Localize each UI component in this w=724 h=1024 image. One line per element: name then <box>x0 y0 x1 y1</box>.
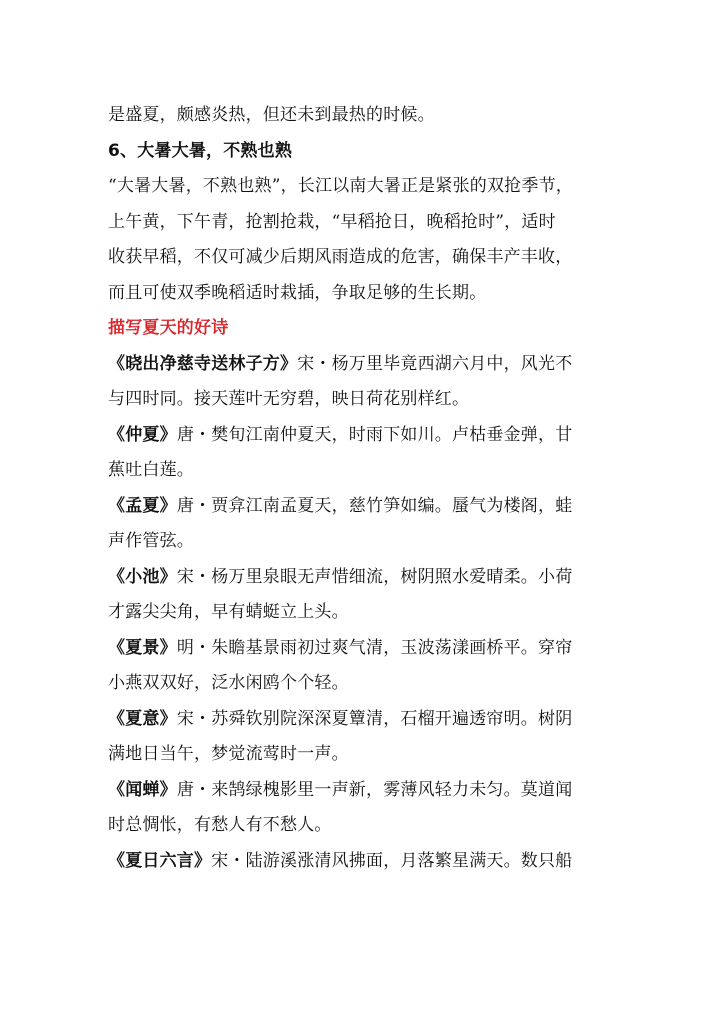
poem-line <box>108 489 616 525</box>
section-heading: 6、大暑大暑，不熟也熟 <box>108 140 293 161</box>
paragraph-line: 上午黄，下午青，抢割抢栽，“早稻抢日，晚稻抢时”，适时 <box>108 211 556 232</box>
poem-entry <box>108 631 616 702</box>
poem-line <box>108 631 616 667</box>
document-page <box>108 98 616 879</box>
poem-entry <box>108 560 616 631</box>
paragraph-line: 收获早稻，不仅可减少后期风雨造成的危害，确保丰产丰收， <box>108 247 573 267</box>
poem-line: 声作管弦。 <box>108 531 194 551</box>
poem-text: 宋・陆游溪涨清风拂面，月落繁星满天。数只船 <box>211 850 573 871</box>
poem-title: 《晓出净慈寺送林子方》 <box>108 353 298 374</box>
poem-text: 宋・杨万里毕竟西湖六月中，风光不 <box>297 353 573 374</box>
poem-text: 宋・杨万里泉眼无声惜细流，树阴照水爱晴柔。小荷 <box>176 566 573 587</box>
poem-entry <box>108 418 616 489</box>
poem-line <box>108 560 616 596</box>
poem-entry <box>108 347 616 418</box>
poem-entry <box>108 702 616 773</box>
poem-text: 唐・贾弇江南孟夏天，慈竹笋如编。蜃气为楼阁，蛙 <box>176 495 573 516</box>
poem-title: 《仲夏》 <box>108 424 177 445</box>
poem-title: 《夏景》 <box>108 637 177 658</box>
poem-text: 唐・来鹄绿槐影里一声新，雾薄风轻力未匀。莫道闻 <box>176 779 573 800</box>
poem-line <box>108 844 616 880</box>
poem-text: 明・朱瞻基景雨初过爽气清，玉波荡漾画桥平。穿帘 <box>176 637 573 658</box>
poem-line <box>108 418 616 454</box>
paragraph-line: “大暑大暑，不熟也熟”，长江以南大暑正是紧张的双抢季节， <box>108 176 573 196</box>
poem-entry <box>108 844 616 880</box>
poem-line: 小燕双双好，泛水闲鸥个个轻。 <box>108 673 349 693</box>
poem-line: 与四时同。接天莲叶无穷碧，映日荷花别样红。 <box>108 389 470 409</box>
poem-line <box>108 773 616 809</box>
paragraph-line: 而且可使双季晚稻适时栽插，争取足够的生长期。 <box>108 282 487 303</box>
poem-text: 宋・苏舜钦别院深深夏簟清，石榴开遍透帘明。树阴 <box>176 708 573 729</box>
poem-line <box>108 702 616 738</box>
poem-line: 才露尖尖角，早有蜻蜓立上头。 <box>108 602 349 622</box>
poem-title: 《闻蝉》 <box>108 779 177 800</box>
poem-entry <box>108 773 616 844</box>
poem-title: 《夏意》 <box>108 708 177 729</box>
intro-tail-line: 是盛夏，颇感炎热，但还未到最热的时候。 <box>108 105 435 125</box>
poem-line: 时总惆怅，有愁人有不愁人。 <box>108 815 332 835</box>
poem-line: 蕉吐白莲。 <box>108 460 194 480</box>
poem-title: 《孟夏》 <box>108 495 177 516</box>
poem-line: 满地日当午，梦觉流莺时一声。 <box>108 744 349 764</box>
poems-section-heading: 描写夏天的好诗 <box>108 318 229 338</box>
poem-title: 《小池》 <box>108 566 177 587</box>
poem-entry <box>108 489 616 560</box>
poem-line <box>108 347 616 383</box>
poem-text: 唐・樊旬江南仲夏天，时雨下如川。卢枯垂金弹，甘 <box>176 424 573 445</box>
poem-title: 《夏日六言》 <box>108 850 212 871</box>
